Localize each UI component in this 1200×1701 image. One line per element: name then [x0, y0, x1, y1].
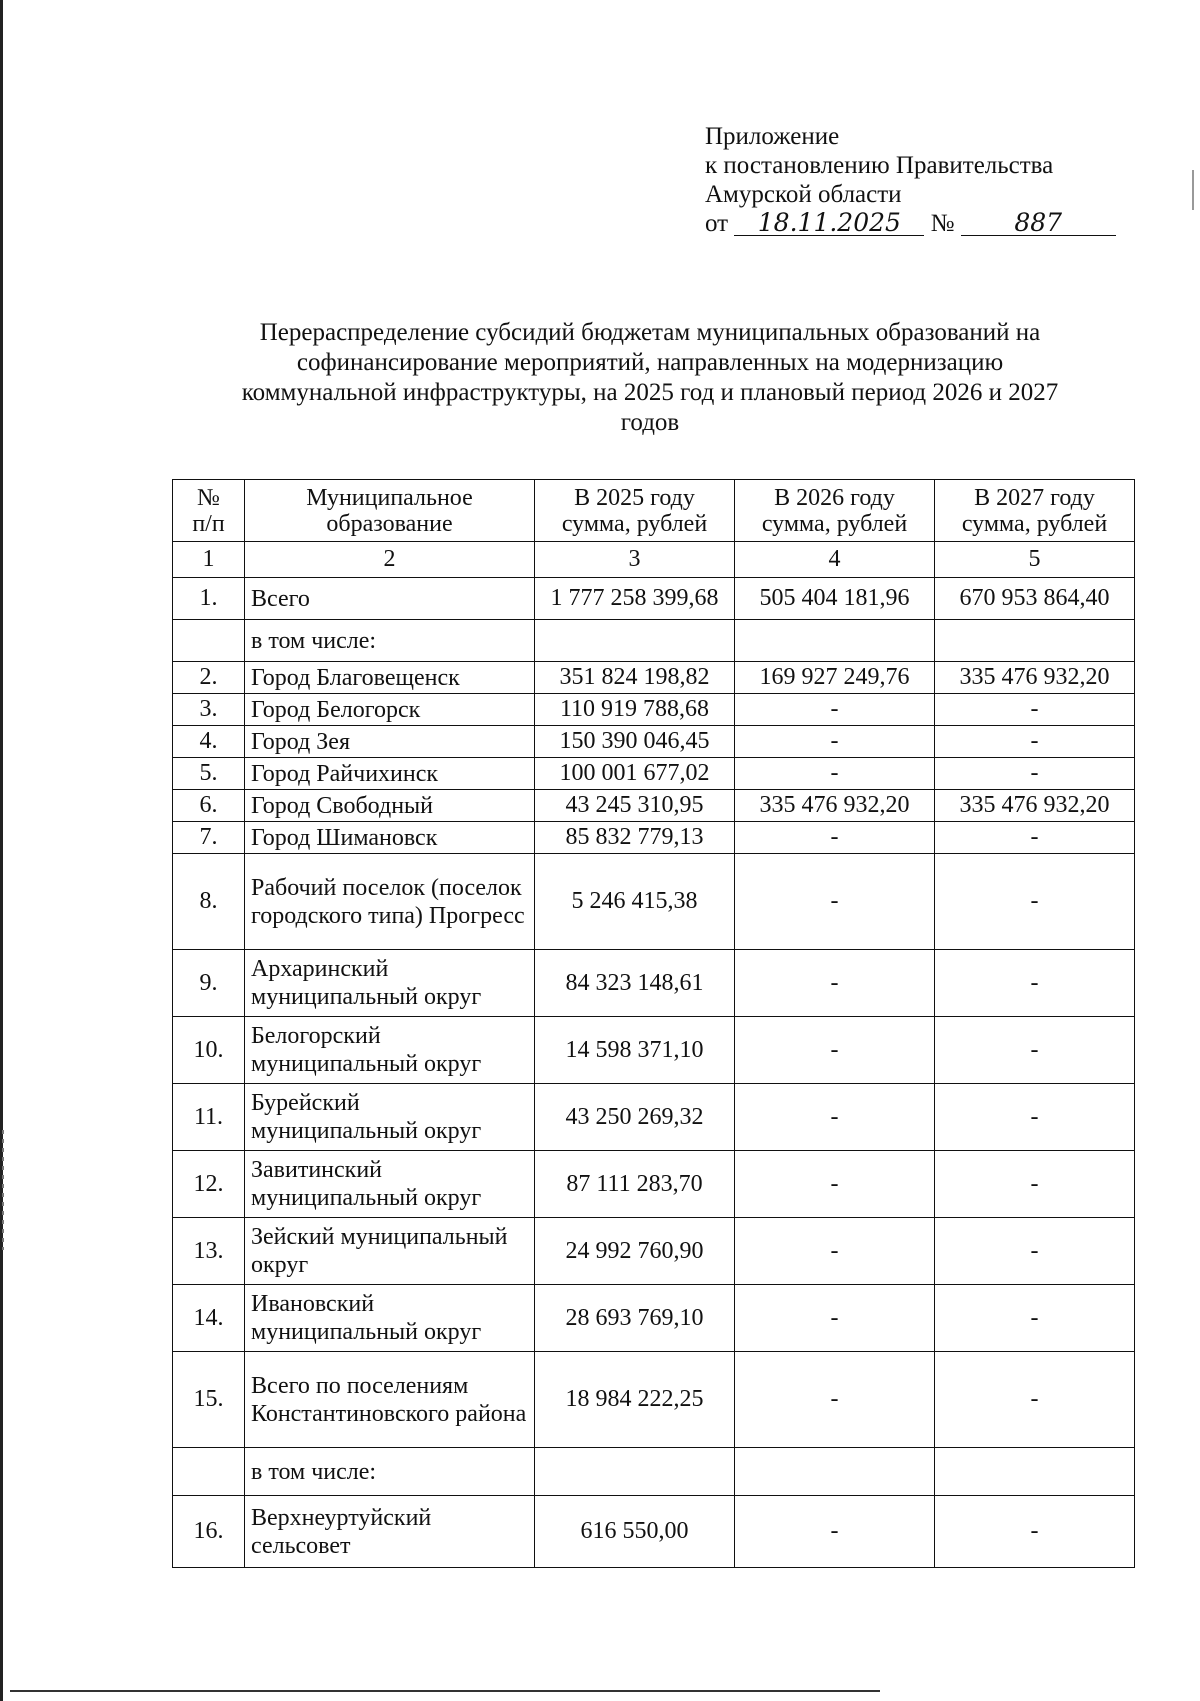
amount-2025: 14 598 371,10 [535, 1017, 735, 1084]
amount-2027: - [935, 1496, 1135, 1568]
amount-2026: - [735, 1218, 935, 1285]
handwritten-number: 887 [961, 211, 1116, 236]
amount-2027: - [935, 758, 1135, 790]
row-number: 6. [173, 790, 245, 822]
amount-2027: - [935, 822, 1135, 854]
table-row [173, 854, 1135, 950]
row-number [173, 620, 245, 662]
municipality-name: Зейский муниципальный округ [245, 1218, 535, 1285]
municipality-name: Всего по поселениям Константиновского района [245, 1352, 535, 1448]
amount-2027: - [935, 1017, 1135, 1084]
table-row [173, 726, 1135, 758]
title-line-4: годов [620, 409, 680, 436]
row-number: 4. [173, 726, 245, 758]
scan-edge-right [1192, 170, 1194, 210]
amount-2026: - [735, 758, 935, 790]
appendix-date-number-line [705, 209, 1116, 238]
table-row [173, 694, 1135, 726]
scan-dots [2, 1130, 4, 1250]
row-number [173, 1448, 245, 1496]
amount-2026: - [735, 1084, 935, 1151]
amount-2027: 335 476 932,20 [935, 662, 1135, 694]
amount-2026: - [735, 694, 935, 726]
appendix-line-2: к постановлению Правительства [705, 152, 1054, 179]
municipality-name: в том числе: [245, 620, 535, 662]
table-row [173, 950, 1135, 1017]
amount-2025: 351 824 198,82 [535, 662, 735, 694]
amount-2025: 1 777 258 399,68 [535, 578, 735, 620]
row-number: 9. [173, 950, 245, 1017]
header-name-line-2: образование [326, 510, 453, 537]
municipality-name: Город Зея [245, 726, 535, 758]
amount-2027: - [935, 694, 1135, 726]
amount-2026: 505 404 181,96 [735, 578, 935, 620]
table-row [173, 620, 1135, 662]
municipality-name: Бурейский муниципальный округ [245, 1084, 535, 1151]
column-index: 4 [735, 542, 935, 578]
amount-2025: 28 693 769,10 [535, 1285, 735, 1352]
scan-edge-bottom [10, 1690, 880, 1692]
number-prefix: № [930, 210, 955, 237]
header-2025 [535, 480, 735, 542]
title-line-1: Перераспределение субсидий бюджетам муниципальных образований на [259, 319, 1041, 346]
amount-2027: - [935, 854, 1135, 950]
header-2025-line-1: В 2025 году [574, 484, 695, 511]
amount-2026: 169 927 249,76 [735, 662, 935, 694]
table-row [173, 1017, 1135, 1084]
header-num-line-2: п/п [192, 510, 225, 537]
amount-2025 [535, 620, 735, 662]
municipality-name: Город Райчихинск [245, 758, 535, 790]
row-number: 2. [173, 662, 245, 694]
appendix-header [705, 122, 1116, 238]
row-number: 12. [173, 1151, 245, 1218]
amount-2025: 87 111 283,70 [535, 1151, 735, 1218]
table-row [173, 1218, 1135, 1285]
table-row [173, 662, 1135, 694]
table-row [173, 790, 1135, 822]
municipality-name: Город Белогорск [245, 694, 535, 726]
row-number: 5. [173, 758, 245, 790]
row-number: 15. [173, 1352, 245, 1448]
amount-2026: - [735, 1017, 935, 1084]
header-num-line-1: № [197, 484, 220, 511]
header-2026 [735, 480, 935, 542]
row-number: 14. [173, 1285, 245, 1352]
subsidy-table [172, 479, 1135, 1568]
scan-edge-left [0, 0, 3, 1701]
header-num [173, 480, 245, 542]
table-row [173, 1084, 1135, 1151]
table-row [173, 1151, 1135, 1218]
amount-2026 [735, 620, 935, 662]
row-number: 3. [173, 694, 245, 726]
amount-2025: 85 832 779,13 [535, 822, 735, 854]
header-2026-line-1: В 2026 году [774, 484, 895, 511]
amount-2026: - [735, 854, 935, 950]
document-title [170, 318, 1130, 438]
amount-2026: - [735, 1151, 935, 1218]
amount-2025: 24 992 760,90 [535, 1218, 735, 1285]
table-row [173, 1496, 1135, 1568]
amount-2025 [535, 1448, 735, 1496]
header-2026-line-2: сумма, рублей [761, 510, 908, 537]
municipality-name: Рабочий поселок (поселок городского типа) Прогресс [245, 854, 535, 950]
column-index: 1 [173, 542, 245, 578]
header-2025-line-2: сумма, рублей [561, 510, 708, 537]
municipality-name: Город Шимановск [245, 822, 535, 854]
row-number: 11. [173, 1084, 245, 1151]
header-row [173, 480, 1135, 542]
row-number: 10. [173, 1017, 245, 1084]
municipality-name: Белогорский муниципальный округ [245, 1017, 535, 1084]
table-row [173, 758, 1135, 790]
row-number: 13. [173, 1218, 245, 1285]
amount-2027 [935, 620, 1135, 662]
column-index: 5 [935, 542, 1135, 578]
handwritten-date: 18.11.2025 [734, 211, 924, 236]
amount-2025: 43 250 269,32 [535, 1084, 735, 1151]
table-row [173, 1352, 1135, 1448]
appendix-line-3: Амурской области [705, 181, 902, 208]
municipality-name: Город Благовещенск [245, 662, 535, 694]
row-number: 8. [173, 854, 245, 950]
column-index-row [173, 542, 1135, 578]
amount-2027: - [935, 726, 1135, 758]
table-row [173, 578, 1135, 620]
amount-2027 [935, 1448, 1135, 1496]
amount-2027: - [935, 1084, 1135, 1151]
header-2027 [935, 480, 1135, 542]
header-2027-line-1: В 2027 году [974, 484, 1095, 511]
table-row [173, 822, 1135, 854]
municipality-name: Всего [245, 578, 535, 620]
row-number: 7. [173, 822, 245, 854]
amount-2026: - [735, 950, 935, 1017]
amount-2026: - [735, 1496, 935, 1568]
table-row [173, 1285, 1135, 1352]
amount-2026 [735, 1448, 935, 1496]
amount-2026: - [735, 822, 935, 854]
municipality-name: в том числе: [245, 1448, 535, 1496]
amount-2027: - [935, 1151, 1135, 1218]
amount-2025: 100 001 677,02 [535, 758, 735, 790]
appendix-line-1: Приложение [705, 123, 840, 150]
amount-2025: 84 323 148,61 [535, 950, 735, 1017]
amount-2025: 43 245 310,95 [535, 790, 735, 822]
table-row [173, 1448, 1135, 1496]
from-prefix: от [705, 210, 729, 237]
table-body [173, 578, 1135, 1568]
amount-2027: - [935, 1285, 1135, 1352]
municipality-name: Завитинский муниципальный округ [245, 1151, 535, 1218]
amount-2025: 110 919 788,68 [535, 694, 735, 726]
header-name-line-1: Муниципальное [306, 484, 473, 511]
column-index: 2 [245, 542, 535, 578]
municipality-name: Город Свободный [245, 790, 535, 822]
row-number: 1. [173, 578, 245, 620]
row-number: 16. [173, 1496, 245, 1568]
amount-2025: 18 984 222,25 [535, 1352, 735, 1448]
amount-2026: - [735, 1352, 935, 1448]
amount-2025: 616 550,00 [535, 1496, 735, 1568]
amount-2027: - [935, 950, 1135, 1017]
amount-2027: 335 476 932,20 [935, 790, 1135, 822]
amount-2026: - [735, 1285, 935, 1352]
municipality-name: Верхнеуртуйский сельсовет [245, 1496, 535, 1568]
amount-2025: 150 390 046,45 [535, 726, 735, 758]
title-line-3: коммунальной инфраструктуры, на 2025 год и плановый период 2026 и 2027 [241, 379, 1059, 406]
amount-2026: 335 476 932,20 [735, 790, 935, 822]
header-name [245, 480, 535, 542]
column-index: 3 [535, 542, 735, 578]
title-line-2: софинансирование мероприятий, направленных на модернизацию [296, 349, 1004, 376]
amount-2027: - [935, 1218, 1135, 1285]
amount-2026: - [735, 726, 935, 758]
amount-2027: - [935, 1352, 1135, 1448]
municipality-name: Архаринский муниципальный округ [245, 950, 535, 1017]
municipality-name: Ивановский муниципальный округ [245, 1285, 535, 1352]
header-2027-line-2: сумма, рублей [961, 510, 1108, 537]
amount-2027: 670 953 864,40 [935, 578, 1135, 620]
amount-2025: 5 246 415,38 [535, 854, 735, 950]
